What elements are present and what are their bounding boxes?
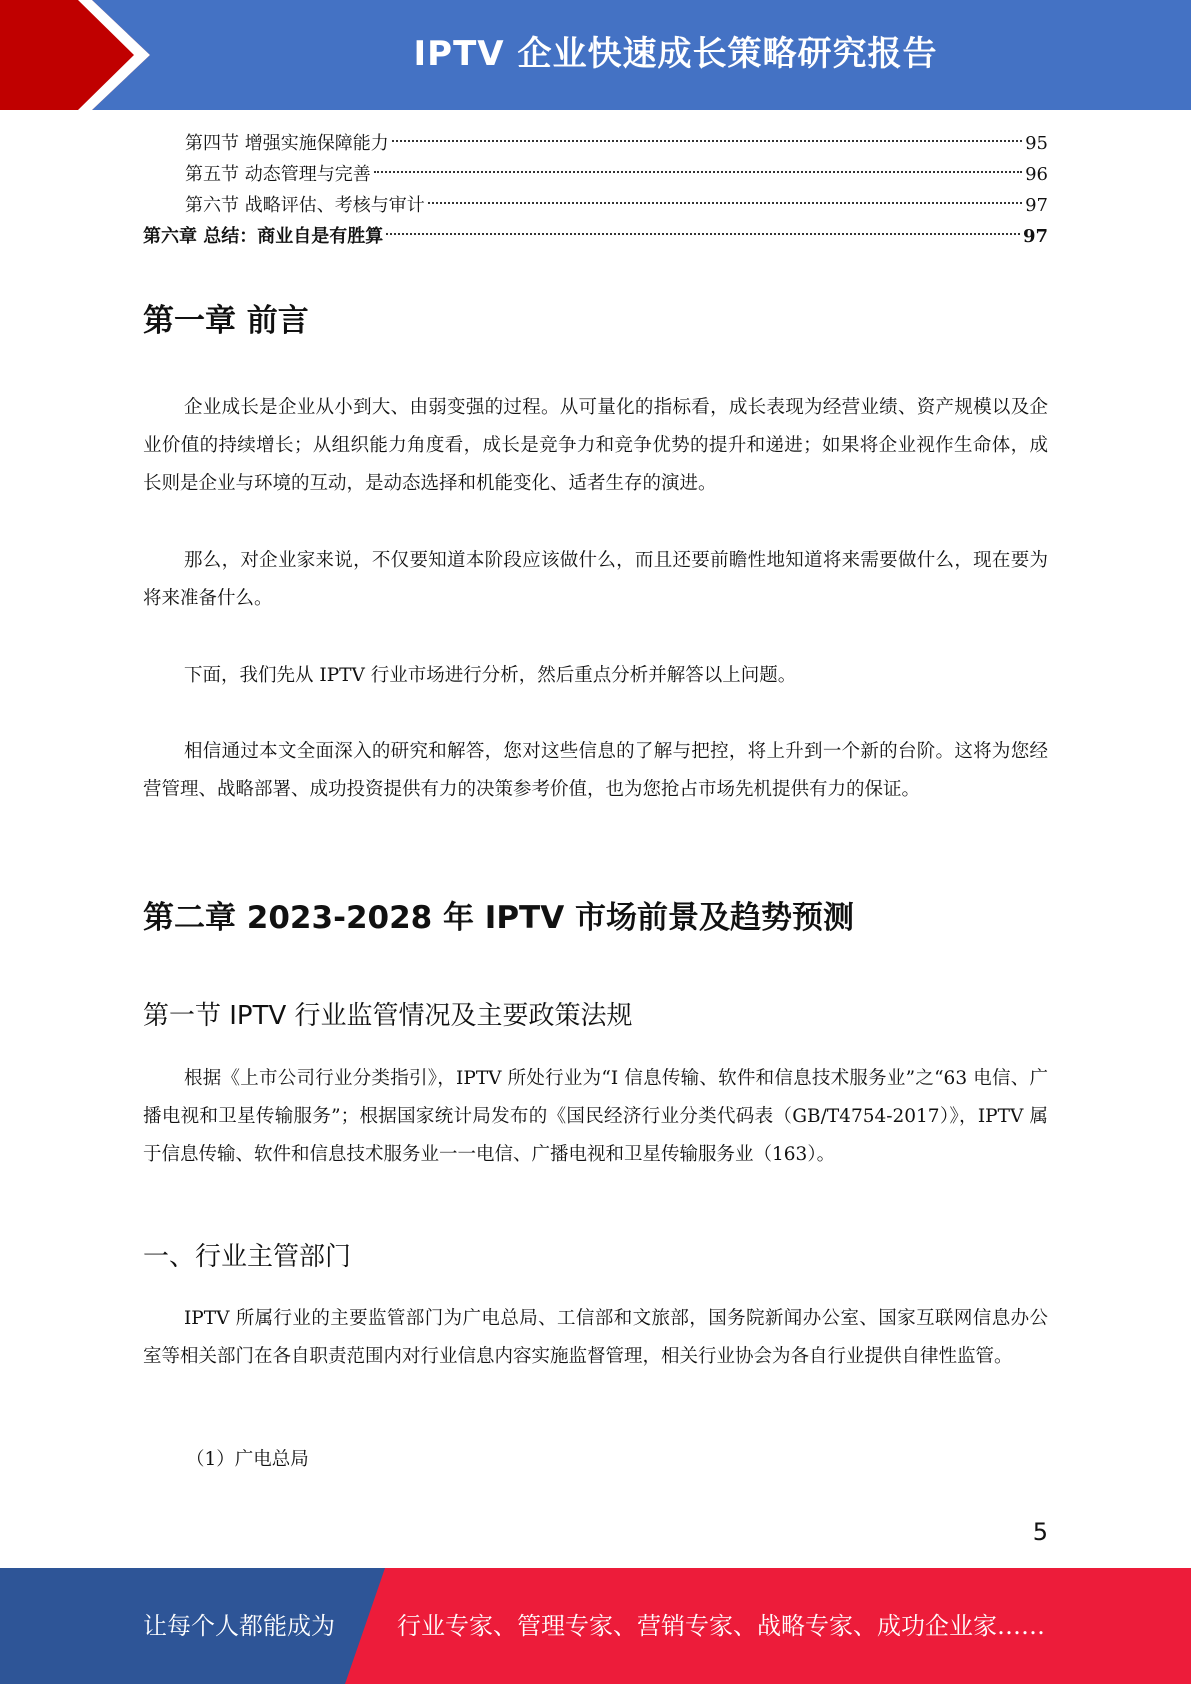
list-item-1: （1）广电总局 <box>186 1449 309 1470</box>
page-footer <box>0 1568 1191 1684</box>
chapter-1-paragraph-4: 相信通过本文全面深入的研究和解答，您对这些信息的了解与把控，将上升到一个新的台阶。这将为您经营管理、战略部署、成功投资提供有力的决策参考价值，也为您抢占市场先机提供有力的保证。 <box>143 741 1048 800</box>
chapter-1-paragraph-3: 下面，我们先从 IPTV 行业市场进行分析，然后重点分析并解答以上问题。 <box>184 665 797 686</box>
toc-leader <box>386 233 1020 235</box>
toc-entry-page: 96 <box>1025 164 1048 185</box>
toc-leader <box>374 171 1022 173</box>
toc-entry-title: 第六节 战略评估、考核与审计 <box>185 195 425 216</box>
toc-entry[interactable] <box>143 190 1048 221</box>
chapter-1-paragraph-1: 企业成长是企业从小到大、由弱变强的过程。从可量化的指标看，成长表现为经营业绩、资产规模以及企业价值的持续增长；从组织能力角度看，成长是竞争力和竞争优势的提升和递进；如果将企业视作生命体，成长则是企业与环境的互动，是动态选择和机能变化、适者生存的演进。 <box>143 397 1048 494</box>
toc-entry-title: 第四节 增强实施保障能力 <box>185 133 389 154</box>
section-1-paragraph: 根据《上市公司行业分类指引》，IPTV 所处行业为“I 信息传输、软件和信息技术服务业”之“63 电信、广播电视和卫星传输服务”；根据国家统计局发布的《国民经济行业分类代码表（GB/T4754-2017）》，IPTV 属于信息传输、软件和信息技术服务业一一电信、广播电视和卫星传输服务业（163）。 <box>143 1068 1048 1165</box>
toc-entry-title: 第六章 总结：商业自是有胜算 <box>143 226 384 247</box>
page-header <box>0 0 1191 110</box>
section-1-heading: 第一节 IPTV 行业监管情况及主要政策法规 <box>143 1001 633 1031</box>
toc-entry[interactable] <box>143 159 1048 190</box>
toc-entry-title: 第五节 动态管理与完善 <box>185 164 371 185</box>
footer-slogan-right: 行业专家、管理专家、营销专家、战略专家、成功企业家…… <box>397 1612 1045 1640</box>
table-of-contents <box>143 128 1048 252</box>
header-title: IPTV 企业快速成长策略研究报告 <box>413 34 938 74</box>
toc-entry-page: 95 <box>1025 133 1048 154</box>
chapter-1-paragraph-2: 那么，对企业家来说，不仅要知道本阶段应该做什么，而且还要前瞻性地知道将来需要做什么，现在要为将来准备什么。 <box>143 550 1048 609</box>
toc-leader <box>428 202 1022 204</box>
page-number: 5 <box>1032 1518 1048 1546</box>
toc-leader <box>392 140 1022 142</box>
toc-entry-page: 97 <box>1022 226 1048 247</box>
footer-slogan-left: 让每个人都能成为 <box>143 1612 335 1640</box>
toc-entry[interactable] <box>143 128 1048 159</box>
toc-entry-chapter[interactable] <box>143 221 1048 252</box>
chapter-1-heading: 第一章 前言 <box>143 303 309 339</box>
chapter-2-heading: 第二章 2023-2028 年 IPTV 市场前景及趋势预测 <box>143 900 854 936</box>
toc-entry-page: 97 <box>1025 195 1048 216</box>
subsection-1-heading: 一、行业主管部门 <box>143 1242 352 1272</box>
subsection-1-paragraph: IPTV 所属行业的主要监管部门为广电总局、工信部和文旅部，国务院新闻办公室、国家互联网信息办公室等相关部门在各自职责范围内对行业信息内容实施监督管理，相关行业协会为各自行业提供自律性监管。 <box>143 1308 1048 1367</box>
